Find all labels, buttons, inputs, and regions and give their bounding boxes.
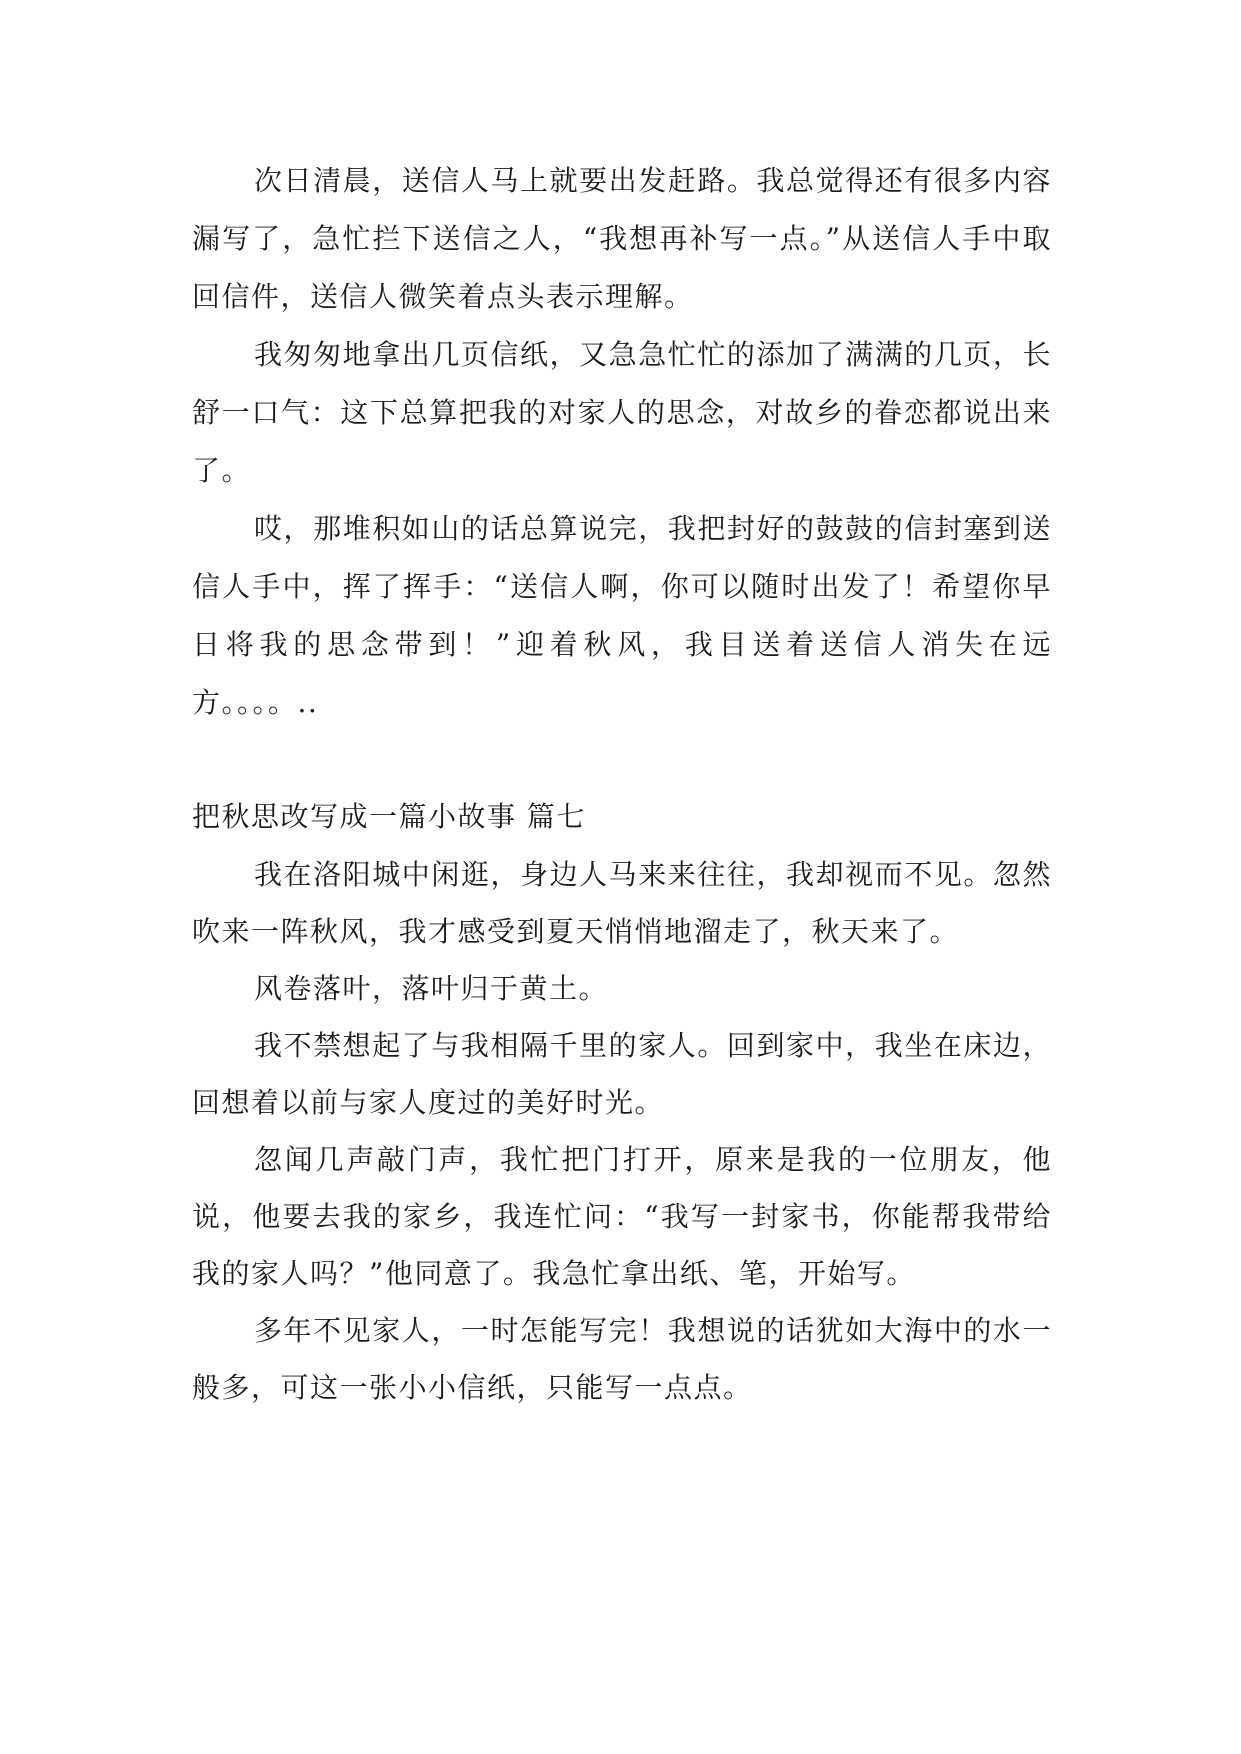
document-page [192,152,1052,1416]
section-seven [192,788,1052,1416]
paragraph: 次日清晨，送信人马上就要出发赶路。我总觉得还有很多内容漏写了，急忙拦下送信之人，“我想再补写一点。”从送信人手中取回信件，送信人微笑着点头表示理解。 [192,164,1052,313]
paragraph: 多年不见家人，一时怎能写完！我想说的话犹如大海中的水一般多，可这一张小小信纸，只能写一点点。 [192,1314,1052,1404]
paragraph: 我匆匆地拿出几页信纸，又急急忙忙的添加了满满的几页，长舒一口气：这下总算把我的对家人的思念，对故乡的眷恋都说出来了。 [192,338,1052,487]
story-continuation [192,152,1052,732]
paragraph: 哎，那堆积如山的话总算说完，我把封好的鼓鼓的信封塞到送信人手中，挥了挥手：“送信人啊，你可以随时出发了！希望你早日将我的思念带到！”迎着秋风，我目送着送信人消失在远方。。。。.. [192,512,1052,719]
paragraph: 我在洛阳城中闲逛，身边人马来来往往，我却视而不见。忽然吹来一阵秋风，我才感受到夏天悄悄地溜走了，秋天来了。 [192,858,1052,948]
section-spacer [192,732,1052,788]
paragraph: 忽闻几声敲门声，我忙把门打开，原来是我的一位朋友，他说，他要去我的家乡，我连忙问：“我写一封家书，你能帮我带给我的家人吗？”他同意了。我急忙拿出纸、笔，开始写。 [192,1143,1052,1290]
paragraph: 我不禁想起了与我相隔千里的家人。回到家中，我坐在床边，回想着以前与家人度过的美好时光。 [192,1029,1052,1119]
section-heading: 把秋思改写成一篇小故事 篇七 [192,800,586,833]
paragraph: 风卷落叶，落叶归于黄土。 [254,972,609,1005]
